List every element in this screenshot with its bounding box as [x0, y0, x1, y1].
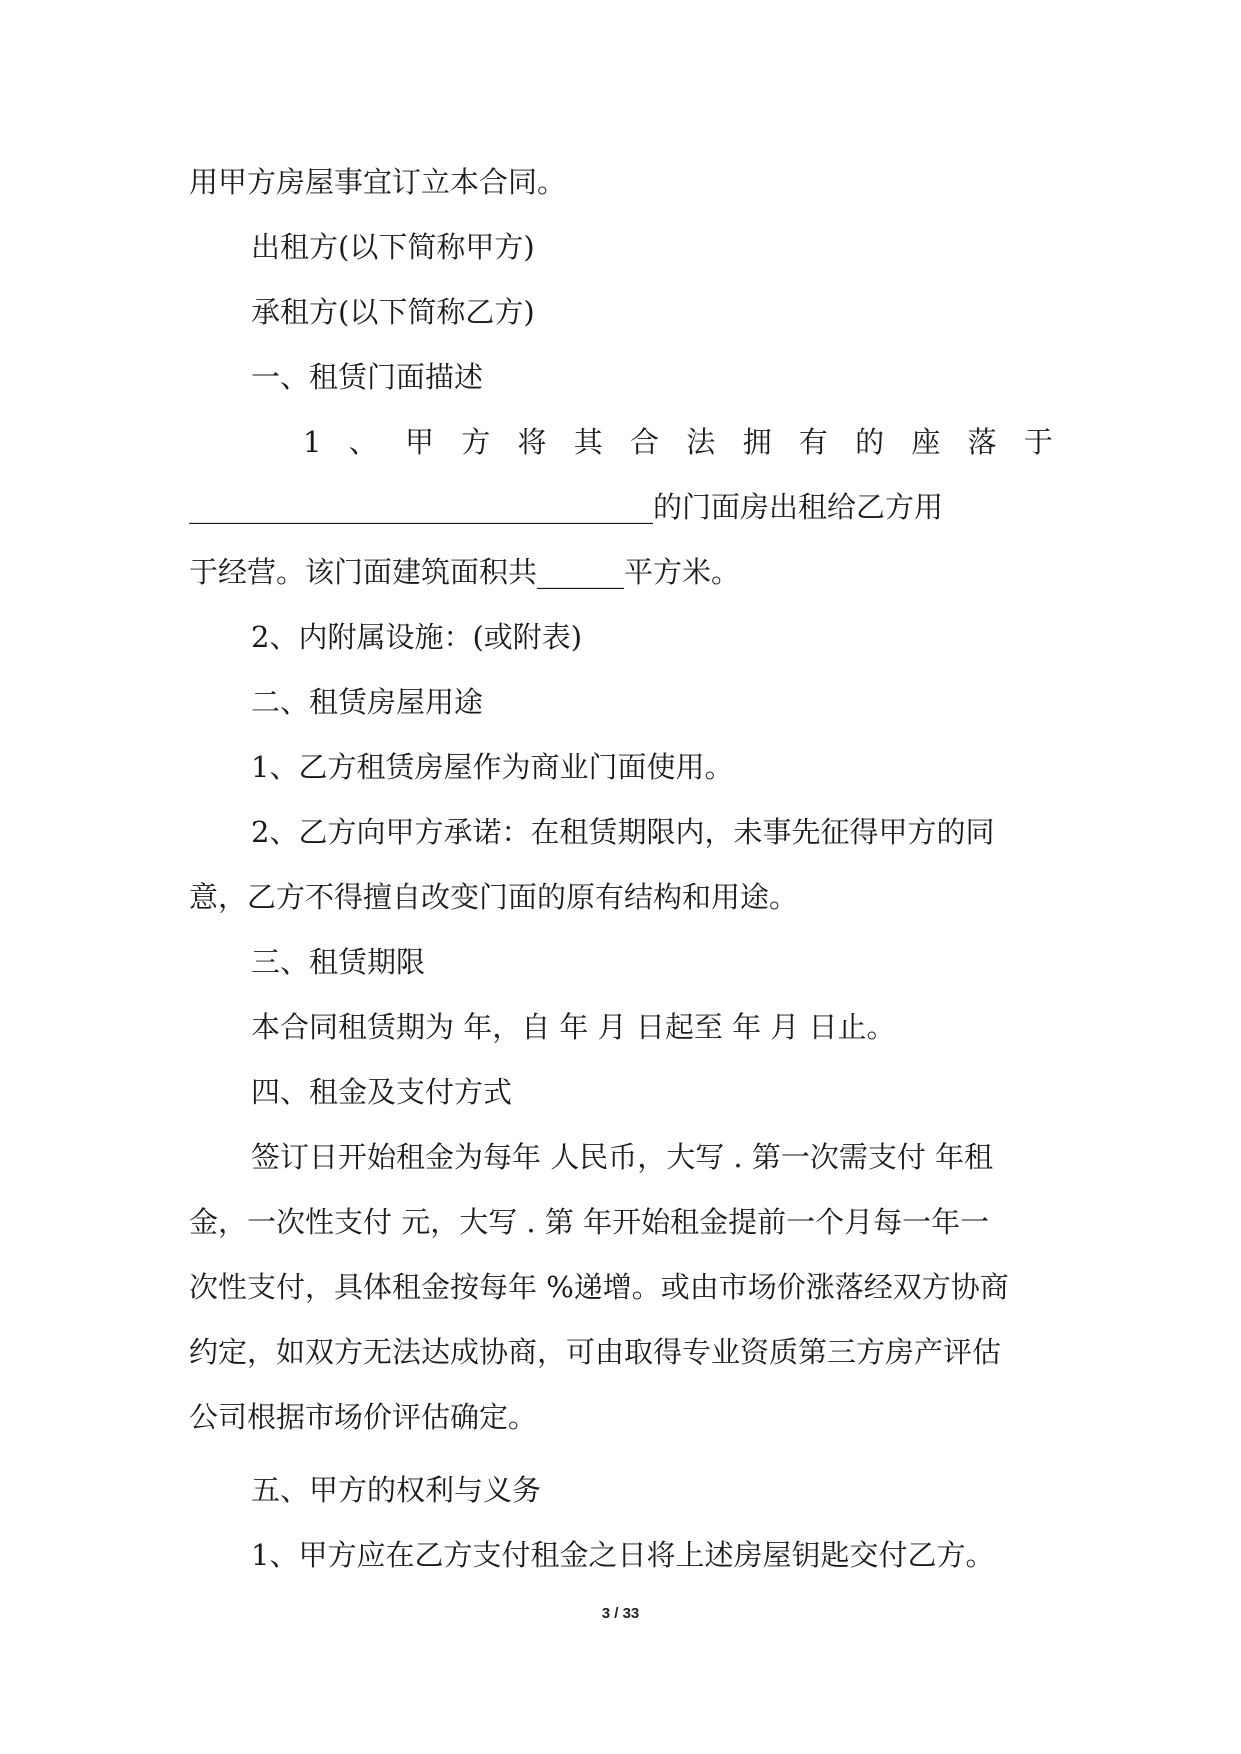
- paragraph-line-spread: [189, 410, 1057, 475]
- section-heading: 四、租金及支付方式: [251, 1075, 513, 1109]
- paragraph-line: ________________________________的门面房出租给乙方用: [189, 490, 944, 524]
- paragraph-line: 用甲方房屋事宜订立本合同。: [189, 165, 567, 199]
- paragraph-line: 2、乙方向甲方承诺：在租赁期限内，未事先征得甲方的同: [251, 815, 995, 849]
- document-body: [189, 150, 1057, 1588]
- spread-char: 方: [461, 425, 491, 459]
- paragraph-line: 签订日开始租金为每年 人民币，大写 . 第一次需支付 年租: [251, 1140, 994, 1174]
- section-heading: 五、甲方的权利与义务: [251, 1473, 542, 1507]
- spread-char: 座: [911, 425, 941, 459]
- spread-char: 其: [573, 425, 603, 459]
- spread-char: 有: [798, 425, 828, 459]
- spread-char: 拥: [742, 425, 772, 459]
- section-heading: 一、租赁门面描述: [251, 360, 484, 394]
- spread-char: 落: [967, 425, 997, 459]
- paragraph-line: 金，一次性支付 元，大写 . 第 年开始租金提前一个月每一年一: [189, 1205, 990, 1239]
- spread-char: 于: [1023, 425, 1053, 459]
- spread-char: 法: [686, 425, 716, 459]
- paragraph-line: 1、乙方租赁房屋作为商业门面使用。: [251, 750, 734, 784]
- paragraph-line: 于经营。该门面建筑面积共______平方米。: [189, 555, 741, 589]
- paragraph-line: 2、内附属设施：(或附表): [251, 620, 583, 654]
- spread-char: 、: [348, 425, 378, 459]
- spread-char: 1: [303, 425, 322, 459]
- spacer: [189, 1450, 1057, 1458]
- paragraph-line: 承租方(以下简称乙方): [251, 295, 535, 329]
- section-heading: 三、租赁期限: [251, 945, 426, 979]
- paragraph-line: 本合同租赁期为 年，自 年 月 日起至 年 月 日止。: [251, 1010, 896, 1044]
- paragraph-line: 公司根据市场价评估确定。: [189, 1400, 538, 1434]
- spread-char: 甲: [404, 425, 434, 459]
- section-heading: 二、租赁房屋用途: [251, 685, 484, 719]
- paragraph-line: 1、甲方应在乙方支付租金之日将上述房屋钥匙交付乙方。: [251, 1538, 995, 1572]
- paragraph-line: 约定，如双方无法达成协商，可由取得专业资质第三方房产评估: [189, 1335, 1002, 1369]
- page-number: 3 / 33: [601, 1605, 640, 1622]
- spread-char: 合: [630, 425, 660, 459]
- spread-char: 的: [855, 425, 885, 459]
- paragraph-line: 次性支付，具体租金按每年 %递增。或由市场价涨落经双方协商: [189, 1270, 1009, 1304]
- paragraph-line: 出租方(以下简称甲方): [251, 230, 535, 264]
- paragraph-line: 意，乙方不得擅自改变门面的原有结构和用途。: [189, 880, 799, 914]
- spread-char: 将: [517, 425, 547, 459]
